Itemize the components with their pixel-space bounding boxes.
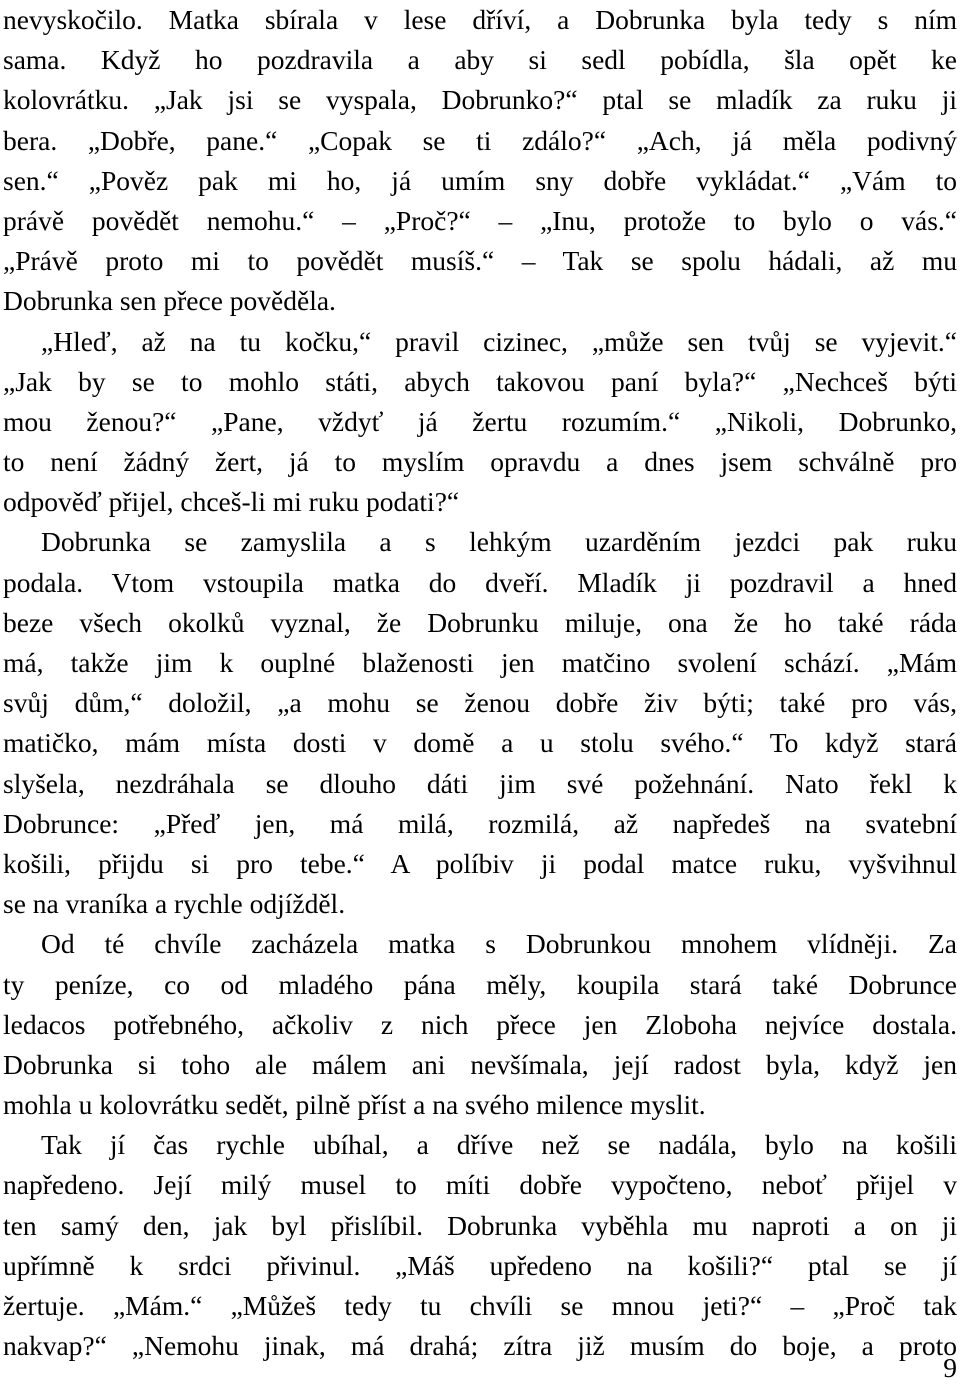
text-line: nakvap?“ „Nemohu jinak, má drahá; zítra již musím do boje, a proto (3, 1330, 957, 1362)
text-line: mou ženou?“ „Pane, vždyť já žertu rozumím.“ „Nikoli, Dobrunko, (3, 405, 957, 437)
text-line: sen.“ „Pověz pak mi ho, já umím sny dobře vykládat.“ „Vám to (3, 164, 957, 196)
text-line: nevyskočilo. Matka sbírala v lese dříví, a Dobrunka byla tedy s ním (3, 4, 957, 35)
text-line: napředeno. Její milý musel to míti dobře vypočteno, neboť přijel v (3, 1169, 957, 1201)
text-line: slyšela, nezdráhala se dlouho dáti jim své požehnání. Nato řekl k (3, 767, 957, 799)
book-page-text (3, 0, 957, 1366)
text-line: to není žádný žert, já to myslím opravdu a dnes jsem schválně pro (3, 446, 957, 478)
text-line: Od té chvíle zacházela matka s Dobrunkou mnohem vlídněji. Za (41, 928, 957, 960)
text-line: Dobrunka se zamyslila a s lehkým uzarděním jezdci pak ruku (41, 526, 957, 558)
text-line: kolovrátku. „Jak jsi se vyspala, Dobrunko?“ ptal se mladík za ruku ji (3, 84, 957, 116)
text-line: ty peníze, co od mladého pána měly, koupila stará také Dobrunce (3, 968, 957, 1000)
text-line: má, takže jim k ouplné blaženosti jen matčino svolení schází. „Mám (3, 647, 957, 678)
page-number: 9 (943, 1352, 957, 1383)
text-line: upřímně k srdci přivinul. „Máš upředeno na košili?“ ptal se jí (3, 1249, 957, 1281)
text-line: bera. „Dobře, pane.“ „Copak se ti zdálo?“ „Ach, já měla podivný (3, 124, 957, 156)
text-line: Tak jí čas rychle ubíhal, a dříve než se nadála, bylo na košili (41, 1129, 957, 1161)
text-line: právě povědět nemohu.“ – „Proč?“ – „Inu, protože to bylo o vás.“ (3, 204, 957, 236)
text-line: Dobrunka si toho ale málem ani nevšímala, její radost byla, když jen (3, 1048, 957, 1080)
text-line: ten samý den, jak byl přislíbil. Dobrunka vyběhla mu naproti a on ji (3, 1209, 957, 1241)
text-line: se na vraníka a rychle odjížděl. (3, 888, 346, 920)
text-line: „Hleď, až na tu kočku,“ pravil cizinec, „může sen tvůj se vyjevit.“ (41, 325, 957, 357)
text-line: košili, přijdu si pro tebe.“ A políbiv ji podal matce ruku, vyšvihnul (3, 847, 957, 879)
text-line: odpověď přijel, chceš-li mi ruku podati?“ (3, 486, 460, 518)
text-line: beze všech okolků vyznal, že Dobrunku miluje, ona že ho také ráda (3, 606, 957, 638)
text-line: „Jak by se to mohlo státi, abych takovou paní byla?“ „Nechceš býti (3, 365, 957, 397)
text-line: mohla u kolovrátku sedět, pilně příst a na svého milence myslit. (3, 1089, 706, 1121)
text-line: sama. Když ho pozdravila a aby si sedl pobídla, šla opět ke (3, 44, 957, 76)
text-line: matičko, mám místa dosti v domě a u stolu svého.“ To když stará (3, 727, 957, 759)
text-line: svůj dům,“ doložil, „a mohu se ženou dobře živ býti; také pro vás, (3, 687, 957, 719)
text-line: podala. Vtom vstoupila matka do dveří. Mladík ji pozdravil a hned (3, 566, 957, 598)
text-line: „Právě proto mi to povědět musíš.“ – Tak se spolu hádali, až mu (3, 245, 957, 277)
text-line: Dobrunka sen přece pověděla. (3, 285, 336, 317)
text-line: Dobrunce: „Přeď jen, má milá, rozmilá, až napředeš na svatební (3, 807, 957, 839)
text-line: žertuje. „Mám.“ „Můžeš tedy tu chvíli se mnou jeti?“ – „Proč tak (3, 1290, 957, 1321)
text-line: ledacos potřebného, ačkoliv z nich přece jen Zloboha nejvíce dostala. (3, 1008, 957, 1040)
